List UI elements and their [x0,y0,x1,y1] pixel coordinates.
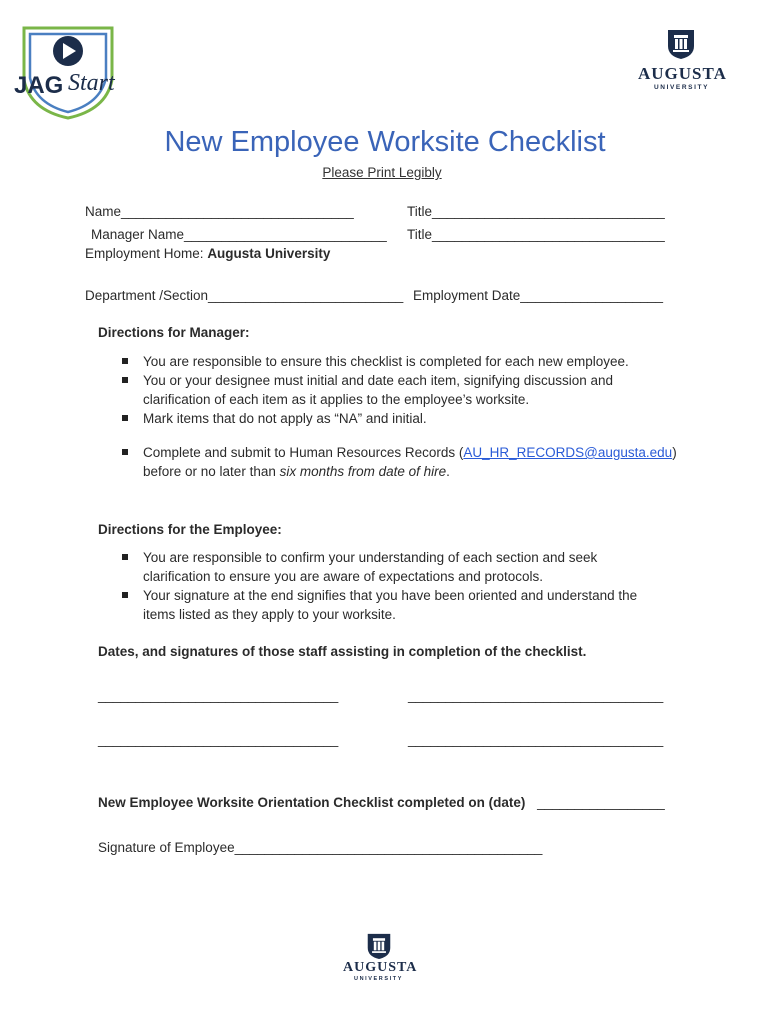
staff-signature-line[interactable]: __________________________________ [408,732,664,747]
list-item-continuation [98,462,738,481]
list-item-continuation [98,390,738,409]
list-item [98,548,738,567]
augusta-logo-bottom [335,932,435,992]
employment-date-field[interactable]: Employment Date___________________ [413,288,663,303]
bullet-icon [122,415,128,421]
completion-label: New Employee Worksite Orientation Checklist completed on (date) [98,795,526,810]
list-item-text: You are responsible to confirm your understanding of each section and seek [143,550,598,565]
staff-signature-line[interactable]: ________________________________ [98,732,339,747]
list-item-text: clarification to ensure you are aware of expectations and protocols. [143,569,543,584]
list-item-text: items listed as they apply to your worksite. [143,607,396,622]
title-field-2[interactable]: Title_______________________________ [407,227,665,242]
manager-submit-list [98,443,738,481]
list-item [98,586,738,605]
hr-email-link[interactable]: AU_HR_RECORDS@augusta.edu [463,445,673,460]
list-item-text: You or your designee must initial and date each item, signifying discussion and [143,373,614,388]
bullet-icon [122,554,128,560]
page-title: New Employee Worksite Checklist [164,126,606,158]
start-text: Start [68,70,115,96]
name-field[interactable]: Name_______________________________ [85,204,354,219]
signature-row [98,840,542,855]
augusta-shield-icon [366,932,392,960]
deadline-text: before or no later than [143,464,280,479]
bullet-icon [122,377,128,383]
list-item [98,371,738,390]
employee-signature-field[interactable]: _________________________________________ [234,840,543,855]
deadline-emphasis: six months from date of hire [279,464,447,479]
manager-name-field[interactable]: Manager Name___________________________ [91,227,387,242]
deadline-text-end: . [446,464,450,479]
employment-home-label: Employment Home: [85,246,204,261]
staff-signature-line[interactable]: ________________________________ [98,688,339,703]
augusta-logo-top [630,28,730,96]
augusta-sub: UNIVERSITY [354,976,404,982]
augusta-name: AUGUSTA [343,960,418,975]
bullet-icon [122,358,128,364]
completion-date-field[interactable]: _________________ [537,795,665,810]
list-item [98,443,738,462]
list-item-text: clarification of each item as it applies to the employee’s worksite. [143,392,530,407]
completion-row [98,795,665,810]
list-item-text: Your signature at the end signifies that you have been oriented and understand the [143,588,638,603]
submit-text: Complete and submit to Human Resources Records ( [143,445,464,460]
augusta-shield-icon [666,28,696,60]
signature-label: Signature of Employee [98,840,235,855]
department-field[interactable]: Department /Section__________________________ [85,288,404,303]
list-item-continuation [98,567,738,586]
jag-start-logo [10,20,130,120]
list-item-text: Mark items that do not apply as “NA” and initial. [143,411,427,426]
list-item [98,352,738,371]
list-item [98,409,738,428]
employee-directions-list [98,548,738,624]
submit-text-end: ) [672,445,677,460]
employment-home [85,246,330,261]
list-item-continuation [98,605,738,624]
bullet-icon [122,592,128,598]
staff-signature-line[interactable]: __________________________________ [408,688,664,703]
manager-directions-list [98,352,738,428]
employment-home-value: Augusta University [207,246,331,261]
employee-directions-heading: Directions for the Employee: [98,522,282,537]
title-field-1[interactable]: Title_______________________________ [407,204,665,219]
page-subtitle: Please Print Legibly [322,165,442,180]
manager-directions-heading: Directions for Manager: [98,325,250,340]
bullet-icon [122,449,128,455]
list-item-text: You are responsible to ensure this checklist is completed for each new employee. [143,354,629,369]
jag-text: JAG [14,72,64,99]
augusta-sub: UNIVERSITY [654,84,710,91]
staff-section-heading: Dates, and signatures of those staff assisting in completion of the checklist. [98,644,587,659]
augusta-name: AUGUSTA [638,64,727,83]
